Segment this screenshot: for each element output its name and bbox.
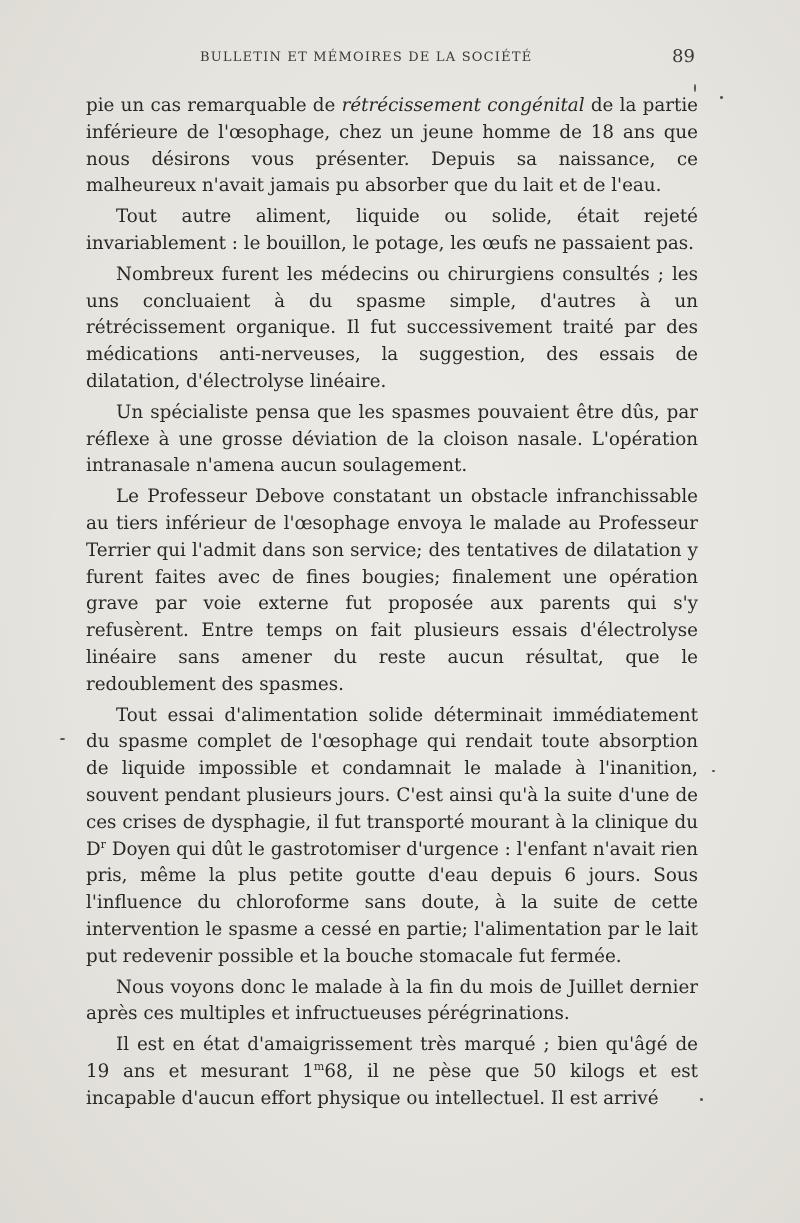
- italic-term: rétrécissement congénital: [341, 95, 585, 116]
- paragraph-7: Nous voyons donc le malade à la fin du mois de Juillet dernier après ces multiples et infructueuses pérégrinations.: [86, 976, 698, 1025]
- paragraph-5: Le Professeur Debove constatant un obstacle infranchissable au tiers inférieur de l'œsophage envoya le malade au Professeur Terrier qui l'admit dans son service; des tentatives de dilatation y furent faites avec de fines bougies; finalement une opération grave par voie externe fut proposée aux parents qui s'y refusèrent. Entre temps on fait plusieurs essais d'électrolyse linéaire sans amener du reste aucun résultat, que le redoublement des spasmes.: [86, 486, 698, 695]
- body-text: [86, 93, 698, 1116]
- scan-speck: [60, 738, 65, 740]
- paragraph-8: Il est en état d'amaigrissement très marqué ; bien qu'âgé de 19 ans et mesurant 1$^m$68, il ne pèse que 50 kilogs et est incapable d'aucun effort physique ou intellectuel. Il est arrivé: [86, 1034, 698, 1109]
- paragraph-1: pie un cas remarquable de rétrécissement congénital de la partie inférieure de l'œsophage, chez un jeune homme de 18 ans que nous désirons vous présenter. Depuis sa naissance, ce malheureux n'avait jamais pu absorber que du lait et de l'eau.: [86, 95, 698, 197]
- scan-speck: [700, 1098, 703, 1101]
- paragraph-2: Tout autre aliment, liquide ou solide, était rejeté invariablement : le bouillon, le potage, les œufs ne passaient pas.: [86, 206, 698, 254]
- scan-speck: [712, 770, 715, 772]
- paragraph-4: Un spécialiste pensa que les spasmes pouvaient être dûs, par réflexe à une grosse déviation de la cloison nasale. L'opération intranasale n'amena aucun soulagement.: [86, 401, 698, 477]
- page-number: 89: [672, 46, 695, 67]
- scan-speck: [694, 84, 696, 92]
- running-head: BULLETIN ET MÉMOIRES DE LA SOCIÉTÉ: [200, 50, 533, 65]
- paragraph-3: Nombreux furent les médecins ou chirurgiens consultés ; les uns concluaient à du spasme simple, d'autres à un rétrécissement organique. Il fut successivement traité par des médications anti-nerveuses, la suggestion, des essais de dilatation, d'électrolyse linéaire.: [86, 263, 698, 392]
- paragraph-6: Tout essai d'alimentation solide déterminait immédiatement du spasme complet de l'œsophage qui rendait toute absorption de liquide impossible et condamnait le malade à l'inanition, souvent pendant plusieurs jours. C'est ainsi qu'à la suite d'une de ces crises de dysphagie, il fut transporté mourant à la clinique du $D^r$ Doyen qui dût le gastrotomiser d'urgence : l'enfant n'avait rien pris, même la plus petite goutte d'eau depuis 6 jours. Sous l'influence du chloroforme sans doute, à la suite de cette intervention le spasme a cessé en partie; l'alimentation par le lait put redevenir possible et la bouche stomacale fut fermée.: [86, 704, 698, 967]
- scan-speck: [720, 96, 723, 99]
